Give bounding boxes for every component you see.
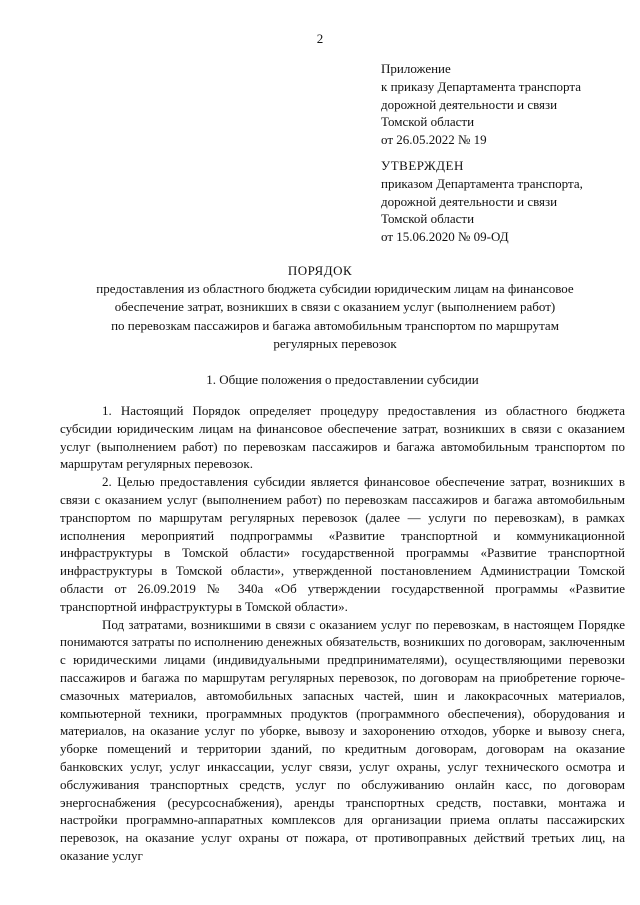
paragraph-3: Под затратами, возникшими в связи с оказанием услуг по перевозкам, в настоящем Порядке понимаются затраты по исполнению денежных обязательств, возникших по договорам, заключенным с юридическими лицами (индивидуальными предпринимателями), осуществляющими перевозки пассажиров и багажа по маршрутам регулярных перевозок, по договорам на приобретение горюче-смазочных материалов, автомобильных запасных частей, шин и лакокрасочных материалов, компьютерной техники, программных продуктов (программного обеспечения), оборудования и материалов, на оказание услуг по уборке, вывозу и захоронению отходов, уборке и вывозу снега, уборке помещений и территории зданий, по кредитным договорам, договорам на оказание банковских услуг, услуг инкассации, услуг связи, услуг охраны, услуг технического осмотра и обслуживания транспортных средств, услуг по обслуживанию онлайн касс, по договорам энергоснабжения (ресурсоснабжения), аренды транспортных средств, поставки, монтажа и настройки программно-аппаратных комплексов для организации приема оплаты пассажирских перевозок, на оказание услуг охраны от пожара, от противоправных действий третьих лиц, на оказание услуг bbox=[60, 616, 625, 863]
approval-date-line: от 15.06.2020 № 09-ОД bbox=[381, 229, 509, 245]
paragraph-2: 2. Целью предоставления субсидии является финансовое обеспечение затрат, возникших в связи с оказанием услуг (выполнением работ) по перевозкам пассажиров и багажа автомобильным транспортом по маршрутам регулярных перевозок (далее — услуги по перевозкам), в рамках исполнения мероприятий подпрограммы «Развитие транспортной и коммуникационной инфраструктуры в Томской области» государственной программы «Развитие транспортной инфраструктуры в Томской области», утвержденной постановлением Администрации Томской области от 26.09.2019 № 340а «Об утверждении государственной программы «Развитие транспортной инфраструктуры в Томской области». bbox=[60, 474, 625, 614]
section-heading: 1. Общие положения о предоставлении субсидии bbox=[206, 372, 479, 387]
document-title: ПОРЯДОК bbox=[287, 263, 353, 278]
subtitle-line: обеспечение затрат, возникших в связи с оказанием услуг (выполнением работ) bbox=[114, 299, 556, 315]
document-subtitle bbox=[70, 280, 600, 354]
appendix-line: дорожной деятельности и связи bbox=[381, 96, 558, 112]
approval-line: дорожной деятельности и связи bbox=[381, 193, 558, 209]
appendix-line: к приказу Департамента транспорта bbox=[381, 78, 581, 94]
paragraph-1: 1. Настоящий Порядок определяет процедуру предоставления из областного бюджета субсидии юридическим лицам на финансовое обеспечение затрат, возникших в связи с оказанием услуг (выполнением работ) по перевозкам пассажиров и багажа автомобильным транспортом по маршрутам регулярных перевозок. bbox=[60, 403, 625, 472]
approval-heading: УТВЕРЖДЕН bbox=[381, 158, 464, 173]
appendix-line: Томской области bbox=[381, 114, 475, 130]
appendix-line: Приложение bbox=[381, 61, 451, 76]
subtitle-line: регулярных перевозок bbox=[273, 336, 397, 352]
subtitle-line: предоставления из областного бюджета субсидии юридическим лицам на финансовое bbox=[96, 281, 574, 296]
appendix-date-line: от 26.05.2022 № 19 bbox=[381, 132, 487, 148]
page-number: 2 bbox=[316, 31, 324, 46]
subtitle-line: по перевозкам пассажиров и багажа автомобильным транспортом по маршрутам bbox=[111, 317, 559, 333]
approval-line: приказом Департамента транспорта, bbox=[381, 175, 583, 191]
approval-line: Томской области bbox=[381, 211, 475, 227]
approval-block bbox=[381, 157, 631, 246]
appendix-block bbox=[381, 60, 631, 149]
section-body bbox=[60, 402, 625, 865]
